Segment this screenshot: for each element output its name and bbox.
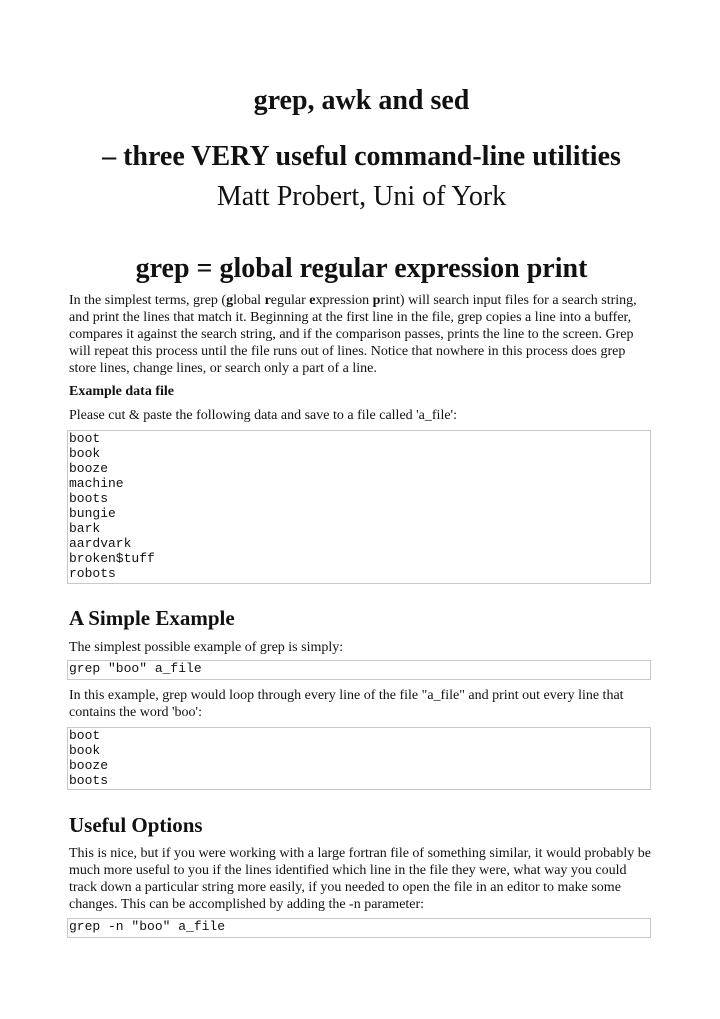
example-data-instruction: Please cut & paste the following data and save to a file called 'a_file': — [69, 408, 457, 423]
simple-example-heading: A Simple Example — [69, 606, 235, 630]
code-line: machine — [69, 476, 124, 491]
document-subtitle: – three VERY useful command-line utilities — [102, 141, 621, 172]
line-number-command-code-block[interactable] — [67, 918, 651, 938]
example-data-heading: Example data file — [69, 384, 174, 399]
simple-example-explanation: In this example, grep would loop through every line of the file "a_file" and print out every line that contains the word 'boo': — [69, 688, 624, 720]
simple-output-code-block[interactable] — [67, 727, 651, 790]
simple-command-code-block[interactable] — [67, 660, 651, 680]
code-line: boots — [69, 491, 109, 506]
code-line: booze — [69, 758, 109, 773]
author-line: Matt Probert, Uni of York — [216, 181, 507, 212]
grep-intro-paragraph: In the simplest terms, grep (global regular expression print) will search input files for a search string, and print the lines that match it. Beginning at the first line in the file, grep copies a line into a buffer, compares it against the search string, and if the comparison passes, prints the line to the screen. Grep will repeat this process until the file runs out of lines. Notice that nowhere in this process does grep store lines, change lines, or search only a part of a line. — [69, 293, 637, 376]
code-line: broken$tuff — [69, 551, 155, 566]
code-line: grep -n "boo" a_file — [69, 919, 226, 934]
useful-options-paragraph: This is nice, but if you were working with a large fortran file of something similar, it would probably be much more useful to you if the lines identified which line in the file they were, what way you could track down a particular string more easily, if you needed to open the file in an editor to make some changes. This can be accomplished by adding the -n parameter: — [69, 846, 651, 912]
document-title: grep, awk and sed — [253, 85, 470, 116]
code-line: robots — [69, 566, 116, 581]
code-line: boot — [69, 431, 101, 446]
code-line: aardvark — [69, 536, 132, 551]
code-line: bungie — [69, 506, 116, 521]
code-line: book — [69, 743, 101, 758]
simple-example-intro: The simplest possible example of grep is simply: — [69, 640, 344, 655]
useful-options-heading: Useful Options — [69, 813, 203, 837]
code-line: grep "boo" a_file — [69, 661, 202, 676]
code-line: boot — [69, 728, 101, 743]
data-file-code-block[interactable] — [67, 430, 651, 584]
code-line: boots — [69, 773, 109, 788]
code-line: book — [69, 446, 101, 461]
code-line: booze — [69, 461, 109, 476]
grep-heading: grep = global regular expression print — [135, 253, 588, 284]
code-line: bark — [69, 521, 101, 536]
